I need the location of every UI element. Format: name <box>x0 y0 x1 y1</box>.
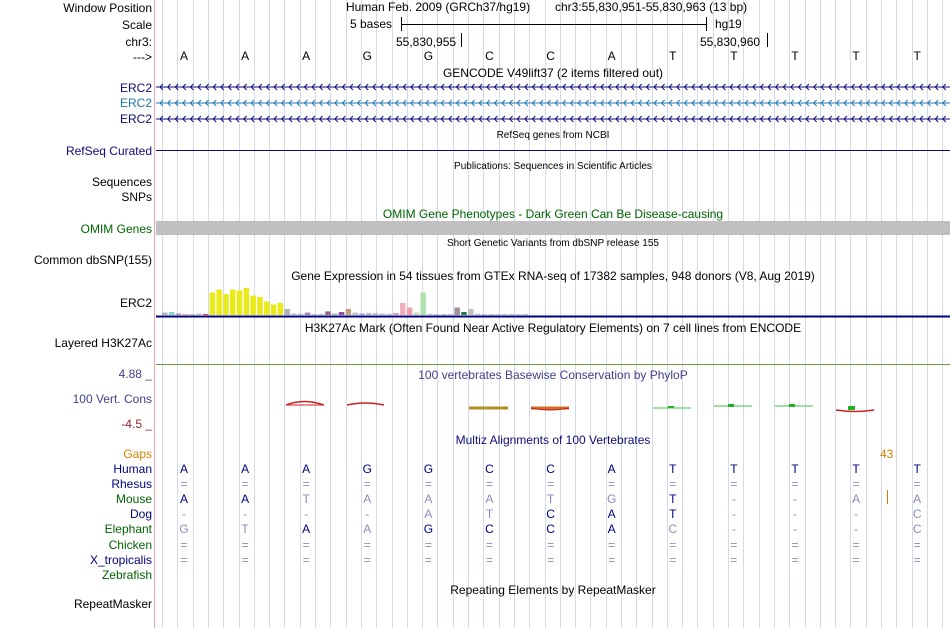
assembly-text: Human Feb. 2009 (GRCh37/hg19) <box>346 0 531 14</box>
layered-h3k27ac-label[interactable]: Layered H3K27Ac <box>54 336 152 350</box>
alignment-base: T <box>485 507 494 522</box>
phylop-peak-1 <box>286 402 324 406</box>
snps-label[interactable]: SNPs <box>121 190 152 204</box>
chrom-label: chr3: <box>125 35 152 49</box>
alignment-base: = <box>302 537 310 552</box>
base-letter[interactable]: G <box>362 49 372 63</box>
gtex-tissue-bar <box>162 313 168 315</box>
h3k27ac-signal-line[interactable] <box>156 364 950 365</box>
gencode-track-title[interactable]: GENCODE V49lift37 (2 items filtered out) <box>442 66 664 80</box>
scale-db: hg19 <box>715 17 742 31</box>
alignment-base: = <box>669 537 677 552</box>
gtex-tissue-bar <box>244 288 250 315</box>
gene-label-erc2-2[interactable]: ERC2 <box>119 96 152 110</box>
gtex-tissue-bar <box>386 314 392 315</box>
phylop-peak-8-bar <box>848 406 855 410</box>
alignment-base: = <box>424 477 432 492</box>
gtex-tissue-bar <box>332 314 338 316</box>
base-letter[interactable]: T <box>913 49 921 63</box>
alignment-base: = <box>485 552 493 567</box>
common-dbsnp-label[interactable]: Common dbSNP(155) <box>33 253 152 267</box>
alignment-base: T <box>669 507 677 522</box>
alignment-base: = <box>913 477 921 492</box>
alignment-base: = <box>180 537 188 552</box>
alignment-base: = <box>424 552 432 567</box>
gtex-tissue-bar <box>454 308 460 316</box>
gtex-tissue-bar <box>325 311 331 315</box>
alignment-base: C <box>546 507 555 522</box>
gtex-tissue-bar <box>427 314 433 315</box>
repeatmasker-label[interactable]: RepeatMasker <box>73 597 152 611</box>
species-label-zebrafish[interactable]: Zebrafish <box>101 567 152 582</box>
alignment-base: = <box>730 537 738 552</box>
gtex-tissue-bar <box>434 314 440 315</box>
phylop-peak-8-low <box>836 410 874 412</box>
species-label-x_tropicalis[interactable]: X_tropicalis <box>89 552 152 567</box>
coord-right: 55,830,960 <box>700 35 761 49</box>
gtex-tissue-bar <box>237 290 243 315</box>
gtex-tissue-bar <box>448 314 454 315</box>
alignment-base: = <box>852 552 860 567</box>
base-letter[interactable]: A <box>241 49 250 63</box>
alignment-base: C <box>912 507 922 522</box>
gap-count: 43 <box>880 447 894 461</box>
alignment-base: = <box>669 477 677 492</box>
alignment-base: = <box>730 552 738 567</box>
base-letter[interactable]: A <box>607 49 616 63</box>
alignment-base: T <box>913 462 921 476</box>
alignment-base: A <box>607 507 616 522</box>
strand-arrow-label[interactable]: ---> <box>133 50 152 64</box>
alignment-base: = <box>363 552 371 567</box>
alignment-base: A <box>607 462 616 476</box>
alignment-base: = <box>852 537 860 552</box>
gene-label-erc2-1[interactable]: ERC2 <box>119 81 152 95</box>
scale-bar-right-tick <box>706 17 707 31</box>
alignment-base: = <box>180 477 188 492</box>
alignment-base: T <box>852 462 860 476</box>
gtex-tissue-bar <box>339 312 345 315</box>
alignment-base: A <box>424 492 433 507</box>
sidebar-divider <box>154 0 155 628</box>
gtex-tissue-bar <box>522 314 528 315</box>
species-label-mouse[interactable]: Mouse <box>115 492 152 507</box>
alignment-base: = <box>363 537 371 552</box>
phylop-wiggle[interactable] <box>156 395 950 417</box>
gene-label-erc2-3[interactable]: ERC2 <box>119 112 152 126</box>
gtex-tissue-bar <box>250 296 256 316</box>
scale-bar <box>401 24 706 25</box>
gtex-tissue-bar <box>502 314 508 315</box>
base-letter[interactable]: T <box>730 49 738 63</box>
gtex-tissue-bar <box>461 312 467 315</box>
alignment-base: C <box>912 522 922 537</box>
species-label-human[interactable]: Human <box>113 462 152 476</box>
gtex-tissue-bar <box>182 314 188 315</box>
base-letter[interactable]: G <box>423 49 434 63</box>
window-position-label: Window Position <box>63 1 152 15</box>
omim-genes-label[interactable]: OMIM Genes <box>80 222 152 236</box>
repeatmasker-track-title[interactable]: Repeating Elements by RepeatMasker <box>450 583 656 597</box>
conservation-max-label: 4.88 _ <box>118 367 152 381</box>
gtex-tissue-bar <box>516 314 522 315</box>
base-letter[interactable]: T <box>791 49 799 63</box>
gtex-tissue-bar <box>264 302 270 316</box>
alignment-base: G <box>179 522 189 537</box>
scale-label: Scale <box>121 18 152 32</box>
alignment-base: = <box>547 552 555 567</box>
gtex-tissue-bar <box>373 313 379 315</box>
alignment-base: A <box>241 492 250 507</box>
gtex-tissue-bar <box>169 312 175 315</box>
alignment-base: T <box>730 462 738 476</box>
omim-track-title[interactable]: OMIM Gene Phenotypes - Dark Green Can Be Disease-causing <box>382 207 724 221</box>
gtex-tissue-bar <box>393 313 399 315</box>
alignment-base: T <box>302 492 310 507</box>
h3k27ac-track-title[interactable]: H3K27Ac Mark (Often Found Near Active Regulatory Elements) on 7 cell lines from ENCODE <box>304 321 802 335</box>
alignment-base: T <box>669 492 677 507</box>
alignment-base: C <box>485 462 494 476</box>
alignment-base: C <box>668 522 678 537</box>
base-letter[interactable]: T <box>852 49 860 63</box>
multiz-track-title[interactable]: Multiz Alignments of 100 Vertebrates <box>455 433 651 447</box>
alignment-base: - <box>854 522 859 537</box>
gtex-tissue-bar <box>488 314 494 315</box>
coord-left-tick <box>461 33 462 47</box>
gtex-track-title[interactable]: Gene Expression in 54 tissues from GTEx RNA-seq of 17382 samples, 948 donors (V8, Aug 2019) <box>291 269 815 283</box>
gtex-expression-chart[interactable] <box>156 284 950 320</box>
alignment-base: A <box>852 492 861 507</box>
gtex-tissue-bar <box>495 314 501 315</box>
gtex-tissue-bar <box>278 303 284 315</box>
alignment-base: T <box>241 522 249 537</box>
gtex-tissue-bar <box>196 314 202 316</box>
gtex-tissue-bar <box>475 314 481 315</box>
gtex-tissue-bar <box>210 293 216 316</box>
species-label-dog[interactable]: Dog <box>129 507 152 522</box>
alignment-base: A <box>363 522 372 537</box>
gtex-tissue-bar <box>305 313 311 315</box>
alignment-base: C <box>485 522 494 537</box>
base-letter[interactable]: T <box>669 49 677 63</box>
alignment-base: = <box>547 537 555 552</box>
base-letter[interactable]: C <box>485 49 494 63</box>
alignment-base: C <box>546 522 555 537</box>
alignment-base: = <box>852 477 860 492</box>
alignment-base: A <box>363 492 372 507</box>
phylop-peak-6-bar <box>728 404 734 407</box>
gtex-tissue-bar <box>468 309 474 315</box>
alignment-base: = <box>791 552 799 567</box>
gtex-tissue-bar <box>352 313 358 315</box>
alignment-base: = <box>424 537 432 552</box>
gtex-tissue-bar <box>230 290 236 316</box>
alignment-base: G <box>423 522 434 537</box>
base-letter[interactable]: A <box>302 49 311 63</box>
refseq-track-title[interactable]: RefSeq genes from NCBI <box>496 130 610 141</box>
alignment-base: = <box>913 552 921 567</box>
alignment-base: C <box>546 462 555 476</box>
gtex-tissue-bar <box>216 290 222 316</box>
alignment-base: A <box>302 462 311 476</box>
alignment-base: = <box>730 477 738 492</box>
alignment-base: - <box>731 522 736 537</box>
gtex-tissue-bar <box>380 314 386 316</box>
species-label-elephant[interactable]: Elephant <box>104 522 152 537</box>
alignment-base: = <box>669 552 677 567</box>
species-label-rhesus[interactable]: Rhesus <box>111 477 152 492</box>
alignment-base: A <box>913 492 922 507</box>
gtex-tissue-bar <box>318 314 324 315</box>
alignment-base: = <box>608 537 616 552</box>
alignment-base: T <box>791 462 799 476</box>
gtex-tissue-bar <box>223 294 229 315</box>
omim-gene-bar[interactable] <box>156 221 950 235</box>
alignment-base: - <box>731 492 736 507</box>
alignment-base: A <box>179 492 188 507</box>
alignment-base: = <box>547 477 555 492</box>
alignment-base: - <box>182 507 186 522</box>
phylop-track-title[interactable]: 100 vertebrates Basewise Conservation by PhyloP <box>418 368 688 382</box>
gtex-tissue-bar <box>509 314 515 315</box>
alignment-base: - <box>793 492 797 507</box>
alignment-base: - <box>731 507 736 522</box>
gaps-label[interactable]: Gaps <box>123 447 152 461</box>
alignment-base: = <box>791 477 799 492</box>
alignment-base: A <box>302 522 311 537</box>
alignment-base: - <box>304 507 309 522</box>
gtex-tissue-bar <box>420 293 426 316</box>
alignment-base: G <box>423 462 434 476</box>
gtex-tissue-bar <box>400 303 406 315</box>
gtex-tissue-bar <box>407 308 413 316</box>
species-label-chicken[interactable]: Chicken <box>108 537 152 552</box>
alignment-base: T <box>669 462 677 476</box>
base-letter[interactable]: C <box>546 49 555 63</box>
gtex-tissue-bar <box>291 314 297 316</box>
gtex-tissue-bar <box>257 297 263 315</box>
phylop-peak-2 <box>347 403 384 405</box>
alignment-base: = <box>363 477 371 492</box>
conservation-track-label[interactable]: 100 Vert. Cons <box>72 392 152 406</box>
scale-text: 5 bases <box>350 17 393 31</box>
gtex-tissue-bar <box>189 314 195 315</box>
gtex-tissue-bar <box>346 309 352 315</box>
alignment-base: = <box>241 537 249 552</box>
phylop-peak-5-bar <box>668 406 674 408</box>
gtex-tissue-bar <box>366 313 372 315</box>
alignment-base: - <box>854 507 859 522</box>
sequences-label[interactable]: Sequences <box>91 175 152 189</box>
alignment-base: = <box>241 477 249 492</box>
gtex-tissue-bar <box>203 314 209 315</box>
gtex-gene-label[interactable]: ERC2 <box>119 296 152 310</box>
alignment-base: = <box>791 537 799 552</box>
gtex-tissue-bar <box>271 305 277 316</box>
alignment-base: - <box>793 522 797 537</box>
alignment-base: = <box>485 537 493 552</box>
alignment-base: = <box>608 477 616 492</box>
alignment-base: G <box>362 462 372 476</box>
alignment-base: = <box>180 552 188 567</box>
alignment-base: = <box>302 477 310 492</box>
scale-bar-left-tick <box>401 17 402 31</box>
gtex-tissue-bar <box>298 314 304 316</box>
coord-left: 55,830,955 <box>396 35 457 49</box>
alignment-base: A <box>607 522 616 537</box>
refseq-curated-label[interactable]: RefSeq Curated <box>65 144 152 158</box>
gtex-tissue-bar <box>312 314 318 315</box>
conservation-min-label: -4.5 _ <box>121 417 152 431</box>
gtex-tissue-bar <box>482 314 488 315</box>
alignment-base: A <box>485 492 494 507</box>
alignment-base: - <box>793 507 797 522</box>
alignment-base: A <box>241 462 250 476</box>
alignment-base: A <box>179 462 188 476</box>
alignment-base: - <box>365 507 370 522</box>
alignment-base: A <box>424 507 433 522</box>
publications-track-title[interactable]: Publications: Sequences in Scientific Articles <box>454 161 652 172</box>
gtex-tissue-bar <box>359 314 365 316</box>
alignment-base: = <box>241 552 249 567</box>
gtex-tissue-bar <box>284 309 290 315</box>
alignment-base: = <box>302 552 310 567</box>
alignment-base: T <box>546 492 555 507</box>
alignment-base: = <box>913 537 921 552</box>
gtex-tissue-bar <box>441 314 447 315</box>
gap-marker <box>887 490 888 504</box>
refseq-gene-line[interactable] <box>156 150 950 151</box>
alignment-base: = <box>485 477 493 492</box>
alignment-base: = <box>608 552 616 567</box>
alignment-base: - <box>243 507 248 522</box>
coord-right-tick <box>767 33 768 47</box>
dbsnp-track-title[interactable]: Short Genetic Variants from dbSNP release 155 <box>447 238 659 249</box>
phylop-peak-7-bar <box>789 404 795 407</box>
gtex-tissue-bar <box>176 314 182 316</box>
gtex-tissue-bar <box>414 313 420 315</box>
base-letter[interactable]: A <box>179 49 188 63</box>
position-text: chr3:55,830,951-55,830,963 (13 bp) <box>555 0 748 14</box>
alignment-base: G <box>607 492 617 507</box>
gencode-gene-features[interactable] <box>156 80 950 126</box>
